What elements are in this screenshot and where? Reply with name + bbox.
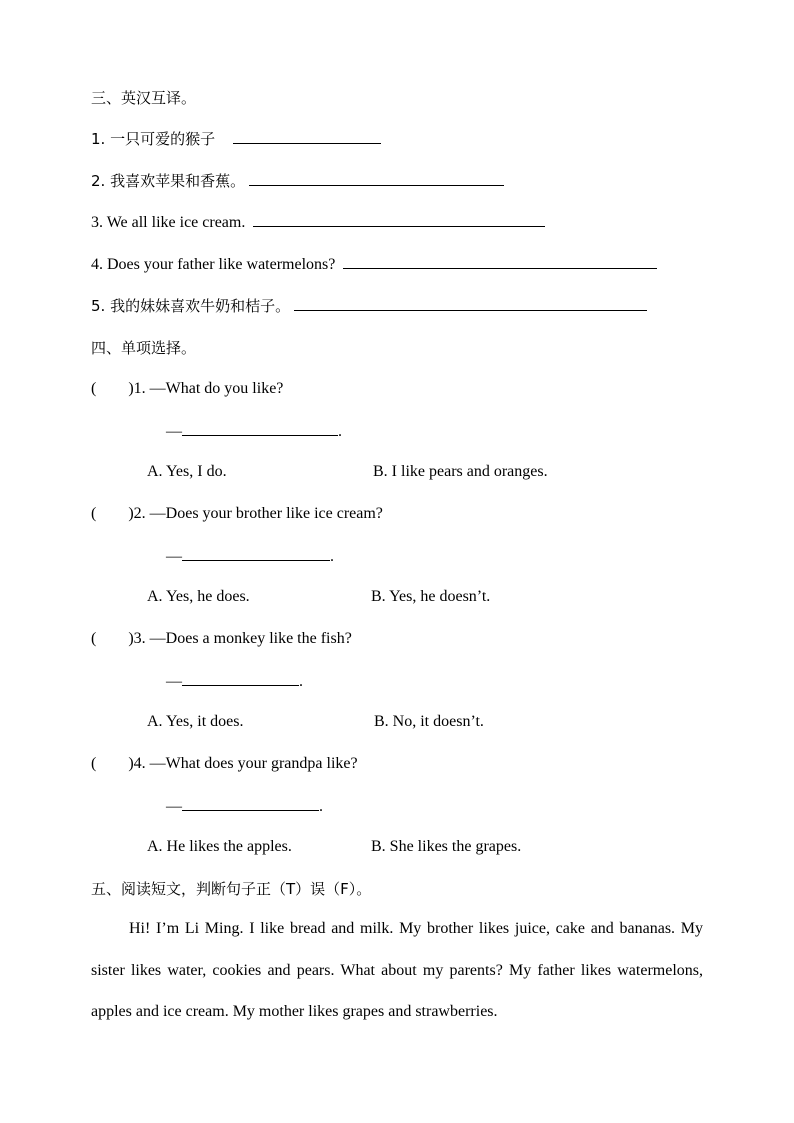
- option-b: B. I like pears and oranges.: [373, 463, 548, 480]
- question-3: [91, 629, 352, 649]
- section-3-heading: 三、英汉互译。: [91, 89, 197, 107]
- translate-item-4-text: 4. Does your father like watermelons?: [91, 256, 336, 273]
- answer-bracket[interactable]: ( )1.: [91, 380, 146, 397]
- question-stem: —Does a monkey like the fish?: [149, 630, 352, 647]
- dash: —: [166, 548, 182, 565]
- option-a: A. Yes, he does.: [147, 588, 250, 605]
- section-5-heading: 五、阅读短文，判断句子正（T）误（F）。: [91, 880, 372, 898]
- question-stem: —What does your grandpa like?: [149, 755, 358, 772]
- question-2: [91, 504, 383, 524]
- question-3-answer-line: [166, 671, 303, 692]
- option-a: A. He likes the apples.: [147, 838, 292, 855]
- dash: —: [166, 798, 182, 815]
- dash: —: [166, 673, 182, 690]
- translate-item-3-text: 3. We all like ice cream.: [91, 214, 246, 231]
- answer-blank[interactable]: [249, 171, 504, 186]
- answer-bracket[interactable]: ( )3.: [91, 630, 146, 647]
- option-a: A. Yes, it does.: [147, 713, 244, 730]
- answer-blank[interactable]: [182, 546, 330, 561]
- question-1: [91, 379, 283, 399]
- question-2-answer-line: [166, 546, 334, 567]
- translate-item-4: [91, 254, 657, 275]
- period: .: [299, 673, 303, 690]
- period: .: [330, 548, 334, 565]
- answer-blank[interactable]: [253, 212, 545, 227]
- answer-blank[interactable]: [182, 796, 319, 811]
- answer-blank[interactable]: [294, 296, 647, 311]
- question-4: [91, 754, 358, 774]
- question-stem: —Does your brother like ice cream?: [149, 505, 383, 522]
- option-a: A. Yes, I do.: [147, 463, 227, 480]
- question-1-answer-line: [166, 421, 342, 442]
- reading-passage: Hi! I’m Li Ming. I like bread and milk. My brother likes juice, cake and bananas. My sister likes water, cookies and pears. What about my parents? My father likes watermelons, apples and ice cream. My mother likes grapes and strawberries.: [91, 920, 703, 1020]
- translate-item-1: [91, 129, 381, 150]
- option-b: B. Yes, he doesn’t.: [371, 588, 491, 605]
- translate-item-5-text: 5. 我的妹妹喜欢牛奶和桔子。: [91, 297, 291, 315]
- option-b: B. She likes the grapes.: [371, 838, 522, 855]
- section-4-heading: 四、单项选择。: [91, 339, 197, 357]
- dash: —: [166, 423, 182, 440]
- translate-item-3: [91, 212, 545, 233]
- answer-bracket[interactable]: ( )2.: [91, 505, 146, 522]
- translate-item-1-text: 1. 一只可爱的猴子: [91, 130, 216, 148]
- answer-blank[interactable]: [343, 254, 657, 269]
- period: .: [319, 798, 323, 815]
- answer-blank[interactable]: [182, 421, 338, 436]
- option-b: B. No, it doesn’t.: [374, 713, 484, 730]
- period: .: [338, 423, 342, 440]
- translate-item-5: [91, 296, 647, 317]
- answer-blank[interactable]: [233, 129, 381, 144]
- question-4-answer-line: [166, 796, 323, 817]
- translate-item-2: [91, 171, 504, 192]
- question-stem: —What do you like?: [149, 380, 284, 397]
- translate-item-2-text: 2. 我喜欢苹果和香蕉。: [91, 172, 246, 190]
- answer-blank[interactable]: [182, 671, 299, 686]
- answer-bracket[interactable]: ( )4.: [91, 755, 146, 772]
